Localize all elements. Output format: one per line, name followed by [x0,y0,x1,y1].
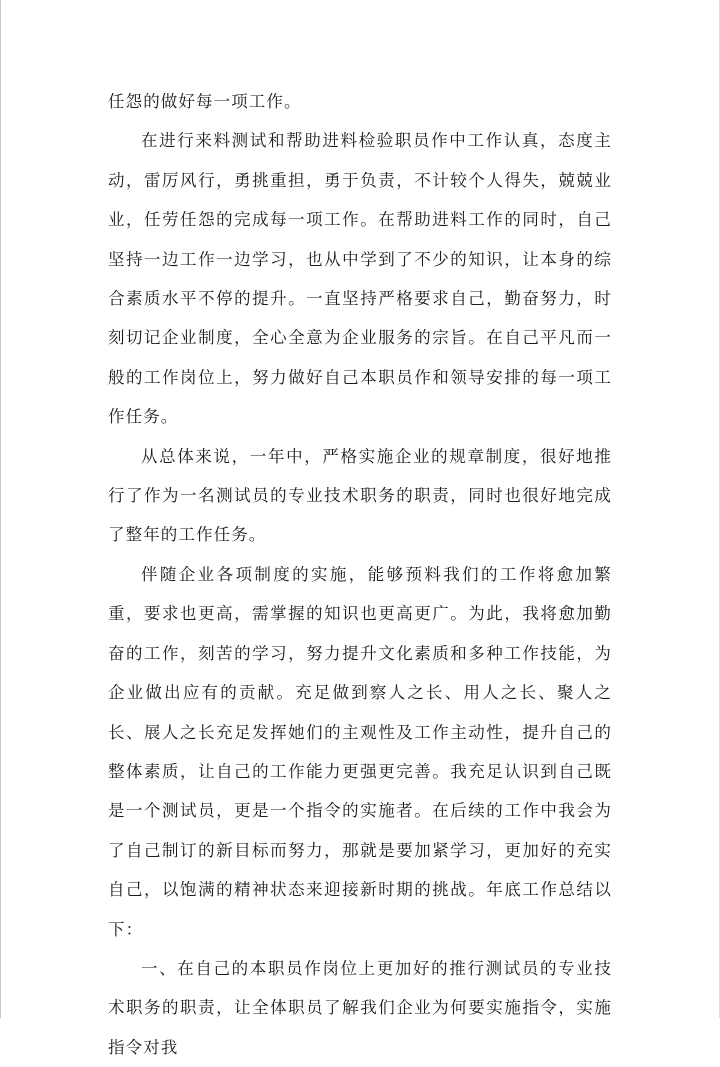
page-edge-left [0,0,1,1018]
paragraph-future-plan: 伴随企业各项制度的实施，能够预料我们的工作将愈加繁重，要求也更高，需掌握的知识也更高更广。为此，我将愈加勤奋的工作，刻苦的学习，努力提升文化素质和多种工作技能，为企业做出应有的贡献。充足做到察人之长、用人之长、聚人之长、展人之长充足发挥她们的主观性及工作主动性，提升自己的整体素质，让自己的工作能力更强更完善。我充足认识到自己既是一个测试员，更是一个指令的实施者。在后续的工作中我会为了自己制订的新目标而努力，那就是要加紧学习，更加好的充实自己，以饱满的精神状态来迎接新时期的挑战。年底工作总结以下： [108,564,612,939]
document-body [108,82,612,1067]
paragraph-overall-summary: 从总体来说，一年中，严格实施企业的规章制度，很好地推行了作为一名测试员的专业技术职务的职责，同时也很好地完成了整年的工作任务。 [108,446,612,545]
paragraph-item-one: 一、在自己的本职员作岗位上更加好的推行测试员的专业技术职务的职责，让全体职员了解我们企业为何要实施指令，实施指令对我 [108,958,612,1057]
paragraph-continuation: 任怨的做好每一项工作。 [108,92,302,111]
paragraph-incoming-inspection: 在进行来料测试和帮助进料检验职员作中工作认真，态度主动，雷厉风行，勇挑重担，勇于负责，不计较个人得失，兢兢业业，任劳任怨的完成每一项工作。在帮助进料工作的同时，自己坚持一边工作一边学习，也从中学到了不少的知识，让本身的综合素质水平不停的提升。一直坚持严格要求自己，勤奋努力，时刻切记企业制度，全心全意为企业服务的宗旨。在自己平凡而一般的工作岗位上，努力做好自己本职员作和领导安排的每一项工作任务。 [108,131,612,427]
